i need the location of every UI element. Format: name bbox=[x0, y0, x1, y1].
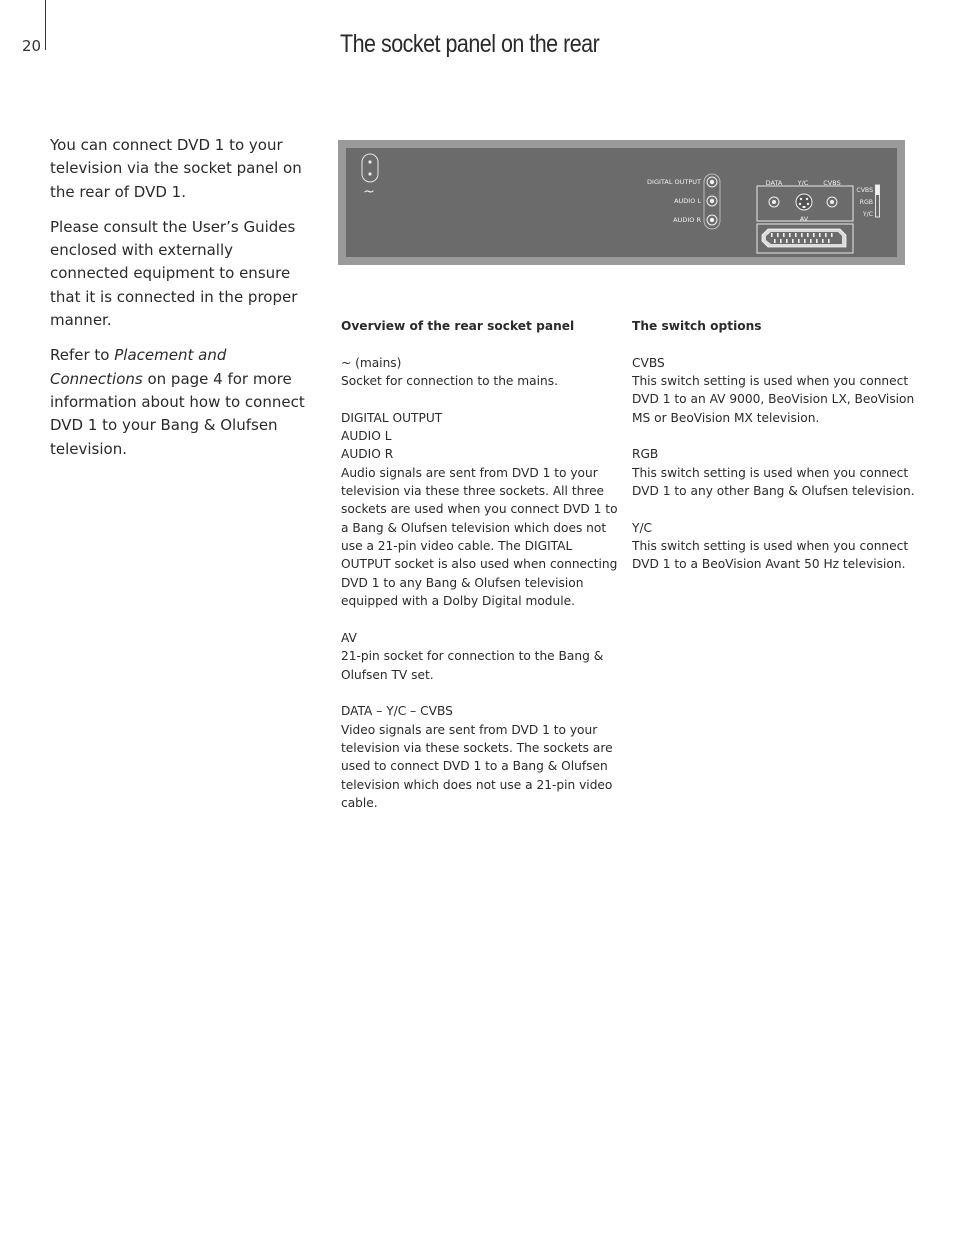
switch-cvbs-label: CVBS bbox=[856, 187, 873, 194]
switch-options-heading: The switch options bbox=[632, 319, 762, 333]
video-entry bbox=[341, 702, 623, 812]
intro-paragraph-2: Please consult the User’s Guides enclosed with externally connected equipment to ensure that it is connected in the proper manner. bbox=[50, 217, 298, 330]
switch-yc-description: This switch setting is used when you connect DVD 1 to a BeoVision Avant 50 Hz television. bbox=[632, 539, 909, 572]
digital-output-socket-icon bbox=[707, 177, 717, 187]
digital-output-label: DIGITAL OUTPUT bbox=[647, 178, 701, 186]
av-label: AV bbox=[799, 215, 809, 223]
intro-p3-rest: on page 4 for more information about how to connect DVD 1 to your Bang & Olufsen television. bbox=[50, 369, 305, 458]
switch-rgb-entry bbox=[632, 445, 917, 500]
av-description: 21-pin socket for connection to the Bang & Olufsen TV set. bbox=[341, 649, 604, 682]
data-socket-icon bbox=[769, 197, 779, 207]
mains-entry bbox=[341, 354, 623, 391]
socket-panel-face bbox=[346, 148, 897, 257]
scart-av-socket-icon bbox=[757, 224, 853, 253]
digital-output-term: DIGITAL OUTPUT bbox=[341, 410, 443, 425]
switch-cvbs-term: CVBS bbox=[632, 355, 665, 370]
page-number: 20 bbox=[22, 37, 42, 55]
audio-entry bbox=[341, 409, 623, 611]
av-entry bbox=[341, 629, 623, 684]
page-title: The socket panel on the rear bbox=[340, 30, 600, 58]
intro-paragraph-3 bbox=[50, 344, 312, 460]
audio-r-socket-icon bbox=[707, 215, 717, 225]
socket-panel-illustration bbox=[338, 140, 905, 265]
yc-socket-icon bbox=[796, 194, 812, 210]
overview-heading: Overview of the rear socket panel bbox=[341, 319, 575, 333]
switch-yc-label: Y/C bbox=[862, 211, 873, 218]
audio-l-label: AUDIO L bbox=[674, 197, 701, 205]
page-margin-rule bbox=[45, 0, 46, 50]
data-label: DATA bbox=[765, 179, 783, 187]
audio-l-term: AUDIO L bbox=[341, 429, 392, 444]
audio-l-socket-icon bbox=[707, 196, 717, 206]
mains-symbol-label: ~ bbox=[363, 184, 375, 200]
intro-p3-lead: Refer to bbox=[50, 346, 115, 365]
switch-rgb-description: This switch setting is used when you connect DVD 1 to any other Bang & Olufsen television. bbox=[632, 465, 915, 499]
audio-description: Audio signals are sent from DVD 1 to your television via these three sockets. All three sockets are used when you connect DVD 1 to a Bang & Olufsen television which does not use a 21-pin video cable. The DIGITAL OUTPUT socket is also used when connecting DVD 1 to any Bang & Olufsen television equipped with a Dolby Digital module. bbox=[341, 465, 618, 609]
switch-cvbs-description: This switch setting is used when you connect DVD 1 to an AV 9000, BeoVision LX, BeoVision MS or BeoVision MX television. bbox=[632, 374, 915, 425]
video-description: Video signals are sent from DVD 1 to your television via these sockets. The sockets are used to connect DVD 1 to a Bang & Olufsen television which does not use a 21-pin video cable. bbox=[341, 722, 613, 810]
yc-label: Y/C bbox=[797, 179, 809, 187]
mains-socket-icon bbox=[362, 154, 378, 182]
overview-column bbox=[341, 317, 623, 831]
switch-yc-entry bbox=[632, 519, 917, 574]
audio-r-term: AUDIO R bbox=[341, 447, 394, 462]
video-format-switch-icon bbox=[876, 185, 880, 217]
mains-description: Socket for connection to the mains. bbox=[341, 374, 558, 389]
cvbs-label: CVBS bbox=[823, 179, 841, 187]
socket-panel-drawing bbox=[346, 148, 897, 257]
data-yc-cvbs-term: DATA – Y/C – CVBS bbox=[341, 704, 453, 719]
switch-rgb-label: RGB bbox=[859, 199, 873, 206]
intro-paragraph-1: You can connect DVD 1 to your television via the socket panel on the rear of DVD 1. bbox=[50, 136, 302, 201]
placement-connections-reference: Placement and Connections bbox=[50, 346, 227, 388]
mains-term: ~ (mains) bbox=[341, 355, 402, 370]
switch-options-column bbox=[632, 317, 917, 592]
switch-cvbs-entry bbox=[632, 354, 917, 427]
intro-text bbox=[50, 134, 312, 473]
switch-yc-term: Y/C bbox=[632, 520, 653, 535]
cvbs-socket-icon bbox=[827, 197, 837, 207]
av-term: AV bbox=[341, 630, 357, 645]
switch-rgb-term: RGB bbox=[632, 447, 659, 462]
audio-r-label: AUDIO R bbox=[673, 216, 701, 224]
